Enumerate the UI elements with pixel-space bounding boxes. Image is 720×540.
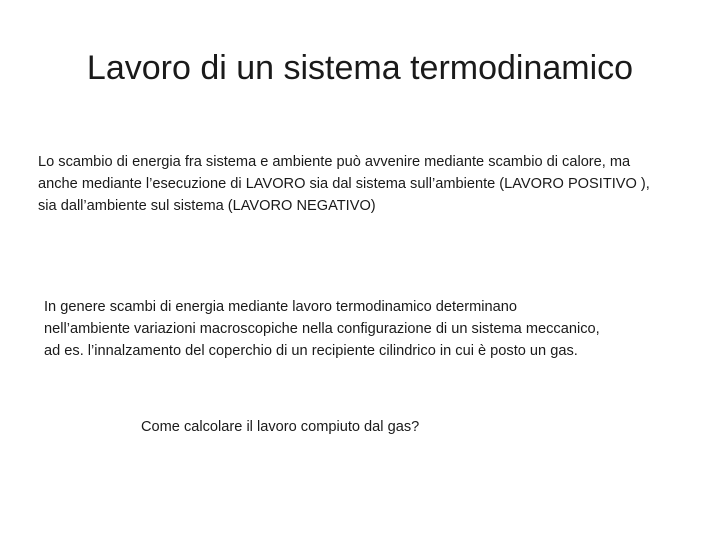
paragraph-line: ad es. l’innalzamento del coperchio di un recipiente cilindrico in cui è posto un gas. xyxy=(44,343,578,359)
paragraph-line: Lo scambio di energia fra sistema e ambiente può avvenire mediante scambio di calore, ma xyxy=(38,154,631,170)
work-description-paragraph xyxy=(44,296,600,362)
intro-paragraph xyxy=(38,151,650,217)
question-text: Come calcolare il lavoro compiuto dal gas? xyxy=(141,419,420,435)
paragraph-line: In genere scambi di energia mediante lavoro termodinamico determinano xyxy=(44,299,517,315)
paragraph-line: nell’ambiente variazioni macroscopiche nella configurazione di un sistema meccanico, xyxy=(44,321,600,337)
paragraph-line: sia dall’ambiente sul sistema (LAVORO NEGATIVO) xyxy=(38,198,376,214)
paragraph-line: anche mediante l’esecuzione di LAVORO sia dal sistema sull’ambiente (LAVORO POSITIVO ), xyxy=(38,176,650,192)
slide-title: Lavoro di un sistema termodinamico xyxy=(86,49,634,87)
